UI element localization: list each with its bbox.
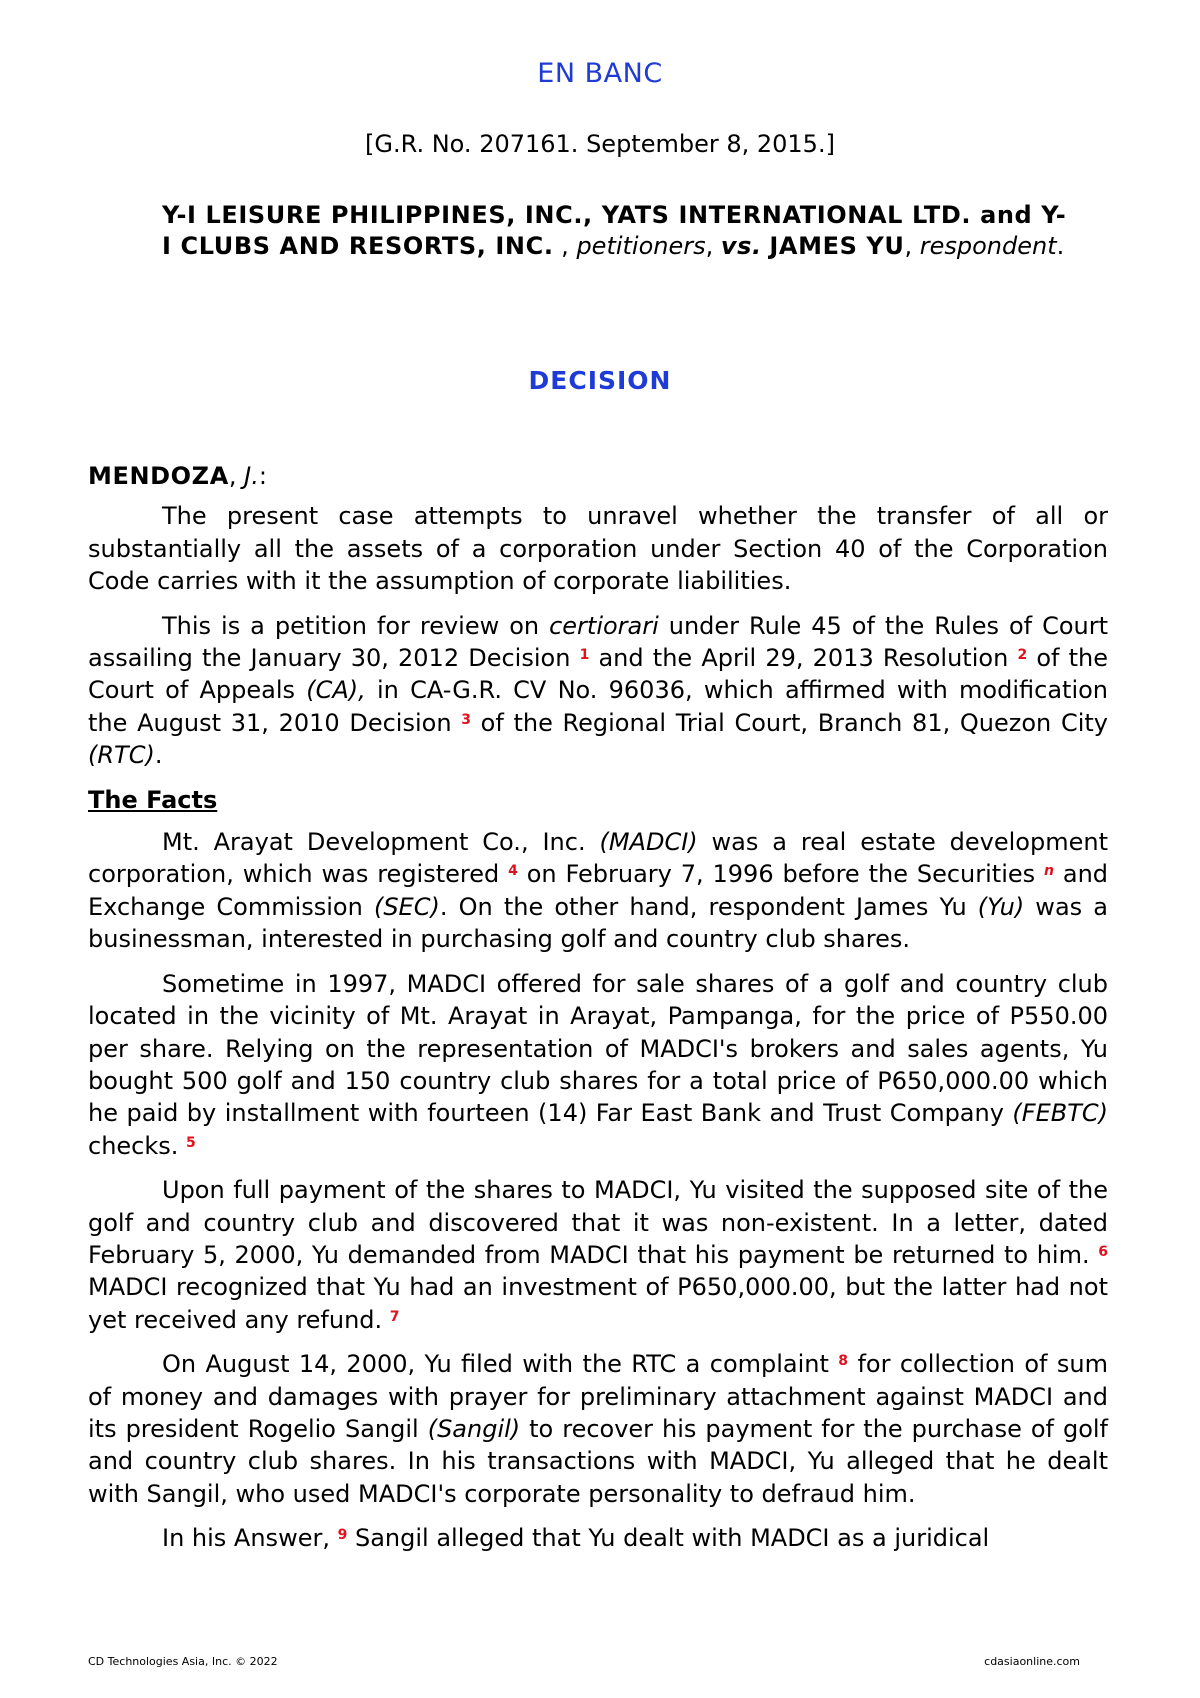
- decision-title: DECISION: [528, 366, 672, 395]
- paragraph-5: Upon full payment of the shares to MADCI, Yu visited the supposed site of the golf and country club and discovered that it was non-existent. In a letter, dated February 5, 2000, Yu demanded from MADCI that his payment be returned to him. $^6$ MADCI recognized that Yu had an investment of P650,000.00, but the latter had not yet received any refund. $^7$: [88, 1176, 1108, 1334]
- petitioners-label: petitioners: [576, 232, 706, 260]
- paragraph-4: Sometime in 1997, MADCI offered for sale shares of a golf and country club located in the vicinity of Mt. Arayat in Arayat, Pampanga, for the price of P550.00 per share. Relying on the representation of MADCI's brokers and sales agents, Yu bought 500 golf and 150 country club shares for a total price of P650,000.00 which he paid by installment with fourteen (14) Far East Bank and Trust Company (FEBTC) checks. $^5$: [88, 969, 1108, 1160]
- ponente: MENDOZA, J.:: [88, 462, 267, 490]
- footnote-1-link[interactable]: 1: [579, 647, 590, 664]
- footnote-9-link[interactable]: 9: [337, 1527, 348, 1544]
- respondent-label: respondent: [919, 232, 1057, 260]
- footnote-2-link[interactable]: 2: [1017, 647, 1028, 664]
- section-heading-facts: The Facts: [88, 785, 218, 814]
- paragraph-6: On August 14, 2000, Yu filed with the RTC a complaint $^8$ for collection of sum of money and damages with prayer for preliminary attachment against MADCI and its president Rogelio Sangil (Sangil) to recover his payment for the purchase of golf and country club shares. In his transactions with MADCI, Yu alleged that he dealt with Sangil, who used MADCI's corporate personality to defraud him.: [88, 1350, 1108, 1508]
- case-number: [G.R. No. 207161. September 8, 2015.]: [365, 130, 835, 158]
- paragraph-1: The present case attempts to unravel whether the transfer of all or substantially all the assets of a corporation under Section 40 of the Corporation Code carries with it the assumption of corporate liabilities.: [88, 502, 1108, 596]
- petitioners-names: Y-I LEISURE PHILIPPINES, INC., YATS INTERNATIONAL LTD. and Y-I CLUBS AND RESORTS, INC.: [162, 201, 1067, 260]
- case-parties: Y-I LEISURE PHILIPPINES, INC., YATS INTERNATIONAL LTD. and Y-I CLUBS AND RESORTS, INC. , petitioners, vs. JAMES YU, respondent.: [162, 201, 1067, 260]
- footnote-5-link[interactable]: 5: [186, 1134, 196, 1151]
- footnote-6-link[interactable]: 6: [1098, 1243, 1108, 1260]
- paragraph-2: This is a petition for review on certiorari under Rule 45 of the Rules of Court assailing the January 30, 2012 Decision $^1$ and the April 29, 2013 Resolution $^2$ of the Court of Appeals (CA), in CA-G.R. CV No. 96036, which affirmed with modification the August 31, 2010 Decision $^3$ of the Regional Trial Court, Branch 81, Quezon City (RTC).: [88, 611, 1109, 770]
- decision-body: [88, 460, 1108, 1567]
- footer-copyright: CD Technologies Asia, Inc. © 2022: [88, 1655, 278, 1668]
- footnote-4-link[interactable]: 4: [508, 863, 518, 880]
- paragraph-3: Mt. Arayat Development Co., Inc. (MADCI) was a real estate development corporation, which was registered $^4$ on February 7, 1996 before the Securities $^n$ and Exchange Commission (SEC). On the other hand, respondent James Yu (Yu) was a businessman, interested in purchasing golf and country club shares.: [88, 828, 1109, 954]
- footnote-n-link[interactable]: n: [1044, 863, 1054, 880]
- respondent-name: JAMES YU: [769, 232, 905, 260]
- footnote-7-link[interactable]: 7: [389, 1308, 400, 1325]
- paragraph-7: In his Answer, $^9$ Sangil alleged that Yu dealt with MADCI as a juridical: [162, 1524, 990, 1553]
- ponente-title: J.: [244, 462, 259, 490]
- versus-label: vs.: [720, 232, 762, 260]
- court-division: EN BANC: [537, 58, 663, 89]
- certiorari-term: certiorari: [549, 611, 659, 640]
- footnote-3-link[interactable]: 3: [461, 711, 471, 728]
- ponente-name: MENDOZA: [88, 462, 229, 490]
- footer-site[interactable]: cdasiaonline.com: [984, 1655, 1080, 1668]
- footnote-8-link[interactable]: 8: [838, 1353, 849, 1370]
